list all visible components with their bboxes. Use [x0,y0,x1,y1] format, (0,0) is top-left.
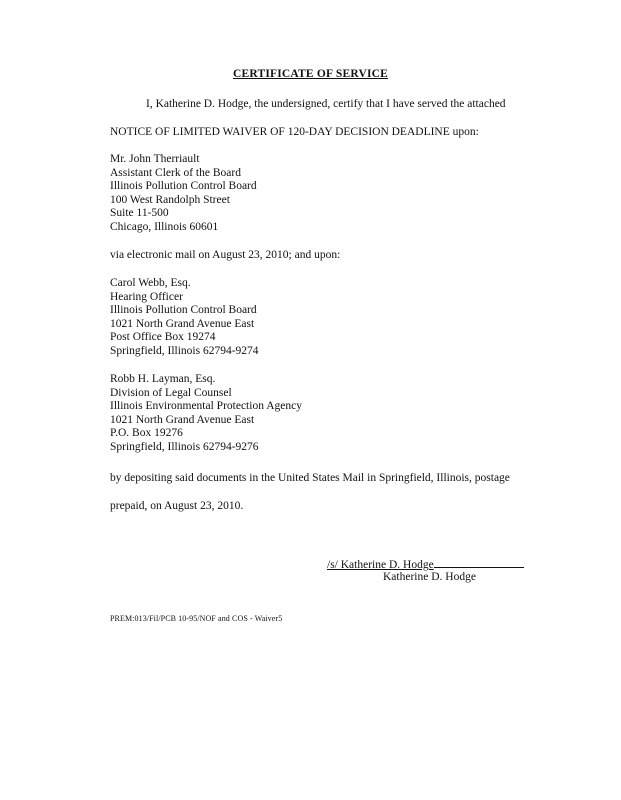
recipient-line: P.O. Box 19276 [110,427,183,440]
footer-document-code: PREM:013/Fil/PCB 10-95/NOF and COS - Waiver5 [110,614,283,623]
recipient-line: Suite 11-500 [110,207,169,220]
service-method-mail-line-2: prepaid, on August 23, 2010. [110,500,244,512]
recipient-line: Division of Legal Counsel [110,386,232,399]
recipient-line: Post Office Box 19274 [110,331,216,344]
electronic-signature: /s/ Katherine D. Hodge [327,559,434,571]
recipient-line: 100 West Randolph Street [110,193,230,206]
signature-rule [434,557,524,568]
recipient-line: 1021 North Grand Avenue East [110,413,255,426]
recipient-line: Illinois Environmental Protection Agency [110,400,302,413]
recipient-block-1 [110,153,257,235]
recipient-line: Springfield, Illinois 62794-9274 [110,344,259,357]
recipient-line: Illinois Pollution Control Board [110,304,257,317]
service-method-mail-line-1: by depositing said documents in the United States Mail in Springfield, Illinois, postage [110,472,510,484]
recipient-block-2 [110,277,259,359]
service-method-electronic: via electronic mail on August 23, 2010; and upon: [110,249,341,261]
recipient-line: Illinois Pollution Control Board [110,180,257,193]
recipient-line: Robb H. Layman, Esq. [110,373,216,385]
recipient-line: Chicago, Illinois 60601 [110,220,219,233]
recipient-line: Springfield, Illinois 62794-9276 [110,440,259,453]
recipient-line: Hearing Officer [110,290,183,303]
signer-name: Katherine D. Hodge [383,571,476,583]
intro-line-1: I, Katherine D. Hodge, the undersigned, certify that I have served the attached [146,98,506,110]
document-title: CERTIFICATE OF SERVICE [232,68,389,80]
recipient-line: Assistant Clerk of the Board [110,166,241,179]
recipient-line: 1021 North Grand Avenue East [110,317,255,330]
recipient-line: Carol Webb, Esq. [110,277,191,289]
intro-line-2: NOTICE OF LIMITED WAIVER OF 120-DAY DECISION DEADLINE upon: [110,126,479,138]
recipient-line: Mr. John Therriault [110,153,200,165]
recipient-block-3 [110,373,302,455]
